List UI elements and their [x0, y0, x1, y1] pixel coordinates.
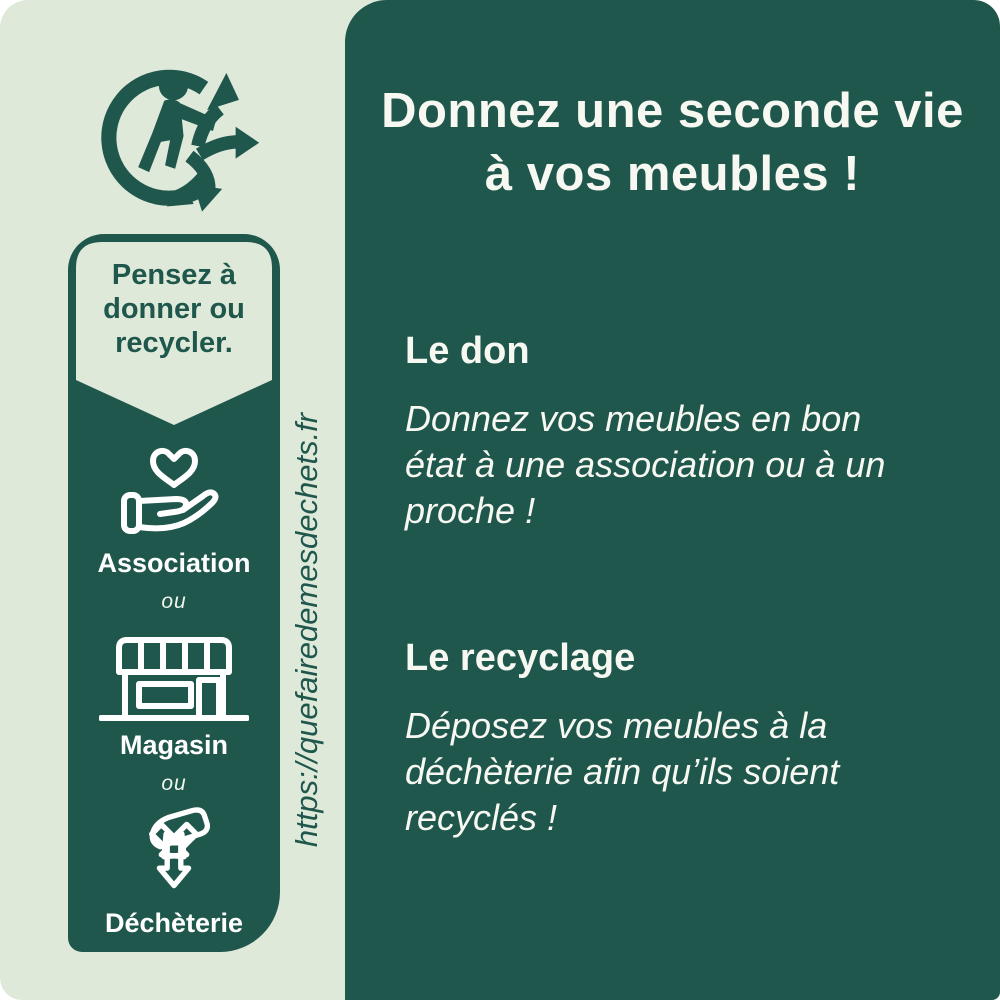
magasin-label: Magasin: [119, 730, 229, 760]
page-title-line1: Donnez une seconde vie: [381, 84, 964, 138]
storefront-icon: [99, 630, 249, 727]
website-url-link[interactable]: https://quefairedemesdechets.fr: [289, 412, 324, 848]
banner-line2: donner ou: [103, 293, 245, 325]
recyclage-body-line3: recyclés !: [405, 797, 558, 838]
banner-line1: Pensez à: [111, 259, 237, 291]
recyclage-body-line1: Déposez vos meubles à la: [405, 705, 828, 746]
decheterie-label: Déchèterie: [104, 908, 244, 938]
options-ribbon: [68, 234, 280, 952]
recyclage-body-line2: déchèterie afin qu’ils soient: [405, 751, 840, 792]
separator-ou-1: ou: [161, 590, 187, 613]
banner-line3: recycler.: [115, 327, 233, 359]
recyclage-section-heading: Le recyclage: [405, 637, 636, 679]
page-title-line2: à vos meubles !: [484, 147, 861, 201]
don-body-line3: proche !: [405, 490, 536, 531]
don-body-line1: Donnez vos meubles en bon: [405, 398, 862, 439]
don-section-heading: Le don: [405, 330, 530, 372]
don-section-body: [405, 396, 885, 534]
page-title: [345, 80, 1000, 206]
association-label: Association: [97, 548, 251, 578]
main-panel: [345, 0, 1000, 1000]
drop-off-sorting-icon: [114, 804, 234, 911]
separator-ou-2: ou: [161, 772, 187, 795]
don-body-line2: état à une association ou à un: [405, 444, 886, 485]
triman-recycling-icon: [92, 50, 260, 227]
banner-text: [68, 258, 280, 360]
recyclage-section-body: [405, 703, 839, 841]
heart-in-hand-icon: [119, 443, 229, 548]
